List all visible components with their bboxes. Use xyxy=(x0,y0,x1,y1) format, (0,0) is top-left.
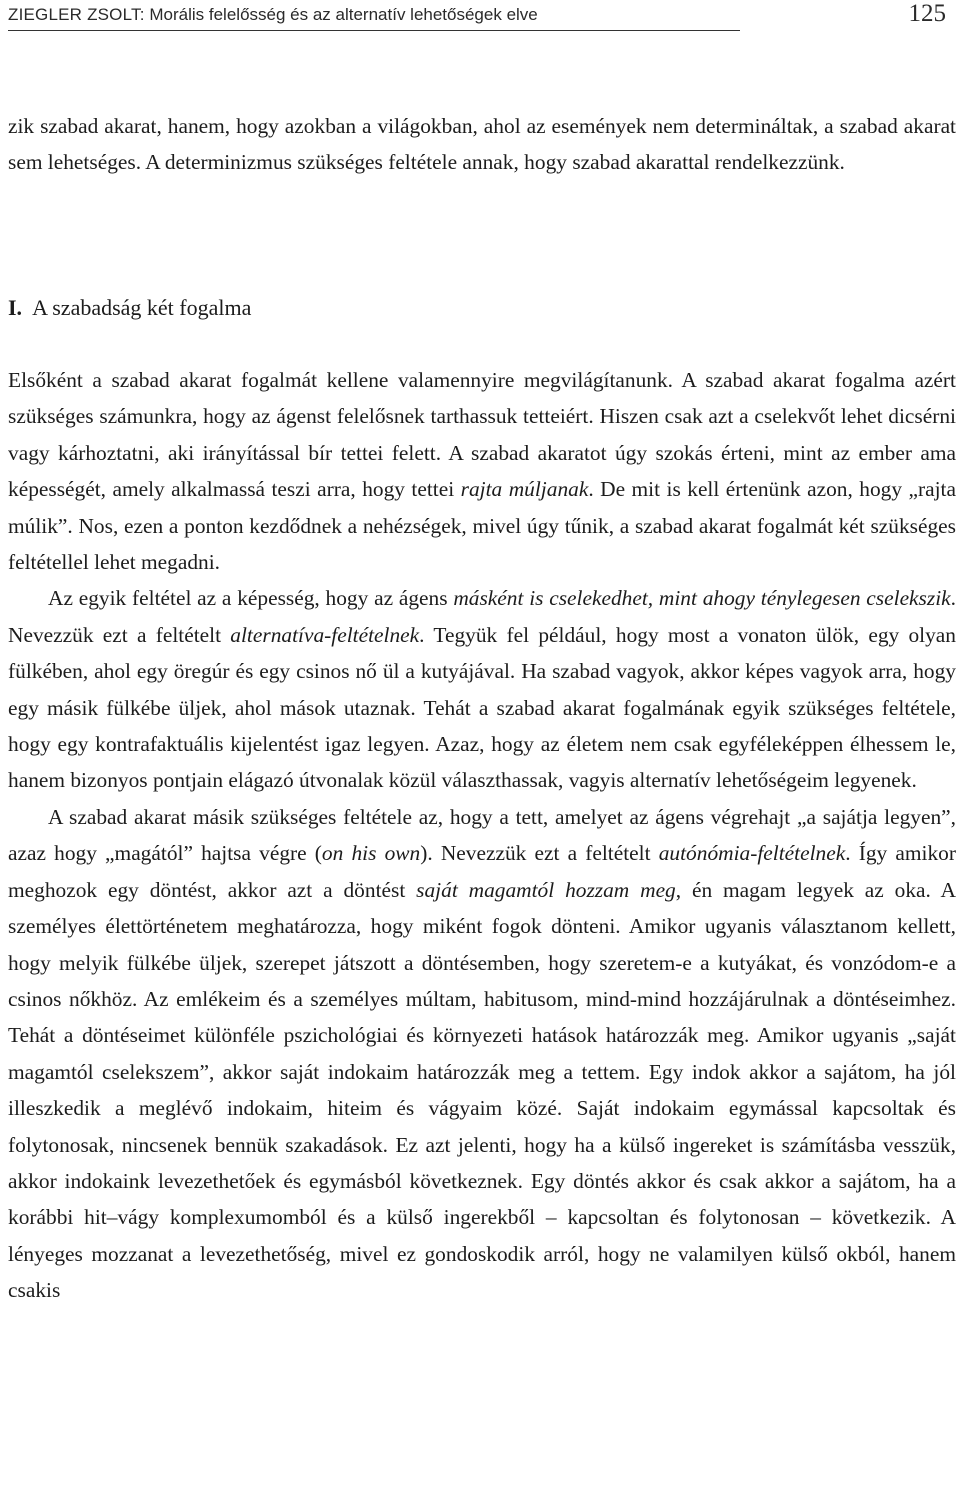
body-text-block xyxy=(8,362,956,1309)
paragraph-3-emphasis-3: saját magamtól hozzam meg xyxy=(416,877,676,902)
page-number: 125 xyxy=(908,0,946,27)
paragraph-3-emphasis-2: autónómia-feltételnek xyxy=(658,841,846,866)
opening-paragraph: zik szabad akarat, hanem, hogy azokban a világokban, ahol az események nem determináltak, a szabad akarat sem lehetséges. A determinizmus szükséges feltétele annak, hogy szabad akarattal rendelkezzünk. xyxy=(8,114,956,175)
paragraph-1-text-end: . De mit is kell értenünk azon, hogy „rajta múlik”. Nos, ezen a ponton kezdődnek a nehézségek, mivel úgy tűnik, a szabad akarat fogalmát két szükséges feltétellel lehet megadni. xyxy=(8,477,956,575)
running-head xyxy=(8,2,740,31)
paragraph-1-emphasis: rajta múljanak xyxy=(460,477,589,502)
section-heading xyxy=(8,290,251,326)
section-number: I. xyxy=(8,295,23,320)
paragraph-3-text-end: , én magam legyek az oka. A személyes élettörténetem meghatározza, hogy miként fogok dönteni. Amikor ugyanis választanom kellett, hogy melyik fülkébe üljek, szerepet játszott a döntésemben, hogy szeretem-e a kutyákat, és vonzódom-e a csinos nőkhöz. Az emlékeim és a személyes múltam, habitusom, mind-mind hozzájárulnak a döntéseimhez. Tehát a döntéseimet különféle pszichológiai és környezeti hatások határozzák meg. Amikor ugyanis „saját magamtól cselekszem”, akkor saját indokaim határozzák meg a tettem. Egy indok akkor a sajátom, ha jól illeszkedik a meglévő indokaim, hiteim és vágyaim közé. Saját indokaim egymással kapcsoltak és folytonosak, nincsenek bennük szakadások. Ez azt jelenti, hogy ha a külső ingereket is számításba vesszük, akkor indokaink levezethetőek és egymásból következnek. Egy döntés akkor és csak akkor a sajátom, ha a korábbi hit–vágy komplexumomból és a külső ingerekből – kapcsoltan és folytonosan – következik. A lényeges mozzanat a levezethetőség, mivel ez gondoskodik arról, hogy ne valamilyen külső okból, hanem csakis xyxy=(8,877,957,1303)
paragraph-2-text-end: . Tegyük fel például, hogy most a vonaton ülök, egy olyan fülkében, ahol egy öregúr és egy csinos nő ül a kutyájával. Ha szabad vagyok, akkor képes vagyok arra, hogy egy másik fülkébe üljek, ahol mások utaznak. Tehát a szabad akarat fogalmának egyik szükséges feltétele, hogy egy kontrafaktuális kijelentést igaz legyen. Azaz, hogy az életem nem csak egyféleképpen élhessem le, hanem bizonyos pontjain elágazó útvonalak közül választhassak, vagyis alternatív lehetőségeim legyenek. xyxy=(8,622,956,793)
running-head-author: ZIEGLER ZSOLT: xyxy=(8,5,145,24)
running-head-title: Morális felelősség és az alternatív lehetőségek elve xyxy=(149,5,538,24)
paragraph-2-emphasis-1: másként is cselekedhet, mint ahogy ténylegesen cselekszik xyxy=(453,586,951,611)
paragraph-3-text-mid-2: . Így amikor meghozok egy döntést, akkor azt a döntést xyxy=(8,841,956,902)
paragraph-3-text: A szabad akarat másik szükséges feltétele az, hogy a tett, amelyet az ágens végrehajt „a sajátja legyen”, azaz hogy „magától” hajtsa végre ( xyxy=(8,804,956,866)
paragraph-2-text: Az egyik feltétel az a képesség, hogy az ágens xyxy=(48,586,454,611)
paragraph-3-text-mid-1: ). Nevezzük ezt a feltételt xyxy=(420,841,659,866)
paragraph-2-text-mid: . Nevezzük ezt a feltételt xyxy=(8,586,957,647)
paragraph-3 xyxy=(8,799,956,1309)
paragraph-1-text: Elsőként a szabad akarat fogalmát kellene valamennyire megvilágítanunk. A szabad akarat fogalma azért szükséges számunkra, hogy az ágenst felelősnek tarthassuk tetteiért. Hiszen csak azt a cselekvőt lehet dicsérni vagy kárhoztatni, aki irányítással bír tettei felett. A szabad akaratot úgy szokás érteni, mint az ember ama képességét, amely alkalmassá teszi arra, hogy tettei xyxy=(8,368,956,502)
opening-text-block xyxy=(8,108,956,181)
paragraph-2-emphasis-2: alternatíva-feltételnek xyxy=(230,622,420,647)
section-title: A szabadság két fogalma xyxy=(32,295,252,320)
paragraph-1 xyxy=(8,362,956,580)
paragraph-2 xyxy=(8,580,956,798)
paragraph-3-emphasis-1: on his own xyxy=(321,841,421,866)
